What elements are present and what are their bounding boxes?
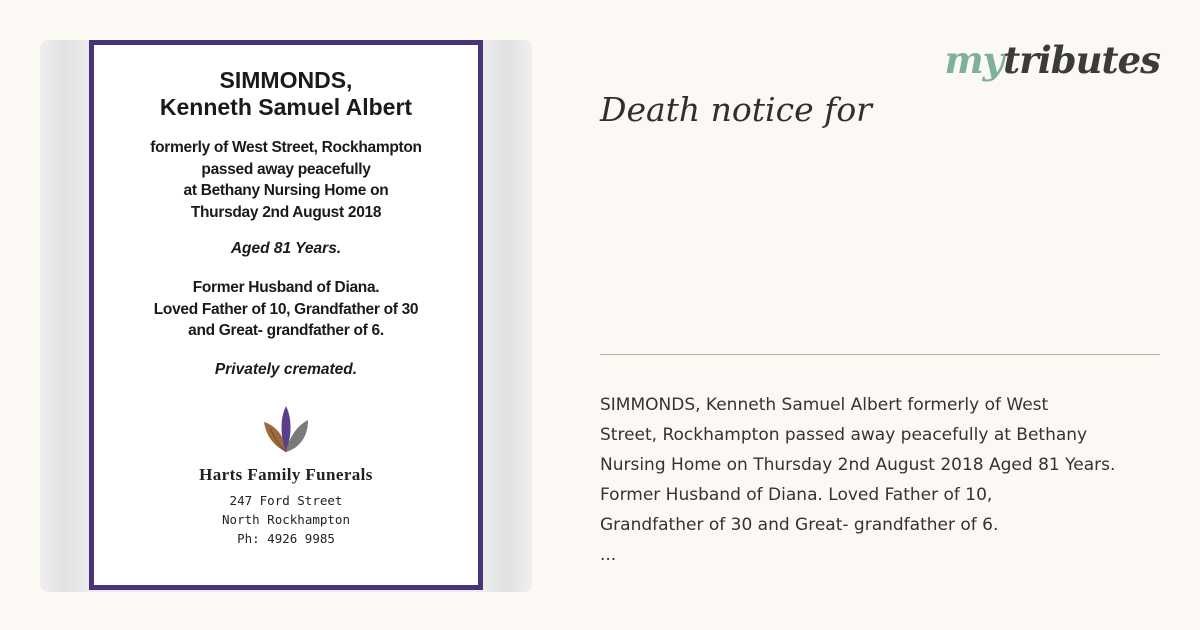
notice-family xyxy=(94,277,478,342)
address-line: 247 Ford Street xyxy=(229,492,343,508)
notice-body-line: at Bethany Nursing Home on xyxy=(183,182,389,199)
logo-tributes: tributes xyxy=(1003,38,1160,82)
death-notice-card xyxy=(89,40,483,590)
notice-body-line: passed away peacefully xyxy=(201,160,371,178)
notice-family-line: and Great- grandfather of 6. xyxy=(188,322,384,339)
notice-body-line: Thursday 2nd August 2018 xyxy=(190,203,382,221)
notice-cremation: Privately cremated. xyxy=(214,360,358,378)
page-title: Death notice for xyxy=(600,90,872,129)
excerpt-ellipsis: ... xyxy=(600,545,617,565)
notice-family-line: Loved Father of 10, Grandfather of 30 xyxy=(153,300,419,318)
divider xyxy=(600,354,1160,355)
notice-body-line: formerly of West Street, Rockhampton xyxy=(150,139,422,156)
address-line: Ph: 4926 9985 xyxy=(237,530,335,546)
notice-excerpt: SIMMONDS, Kenneth Samuel Albert formerly of West Street, Rockhampton passed away peacefully at Bethany Nursing Home on Thursday 2nd August 2018 Aged 81 Years. Former Husband of Diana. Loved Father of 10, Grandfather of 30 and Great- grandfather of 6. xyxy=(600,395,1116,535)
funeral-home-name: Harts Family Funerals xyxy=(199,464,373,484)
funeral-home-address xyxy=(94,491,478,548)
notice-given-names: Kenneth Samuel Albert xyxy=(159,94,413,120)
funeral-home-leaf-logo-icon xyxy=(256,402,316,454)
notice-surname: SIMMONDS, xyxy=(219,67,353,93)
notice-age: Aged 81 Years. xyxy=(230,240,342,257)
notice-body xyxy=(94,137,478,223)
logo-my: my xyxy=(944,38,1004,82)
mytributes-logo xyxy=(944,38,1160,82)
notice-family-line: Former Husband of Diana. xyxy=(192,279,380,296)
address-line: North Rockhampton xyxy=(222,511,350,527)
